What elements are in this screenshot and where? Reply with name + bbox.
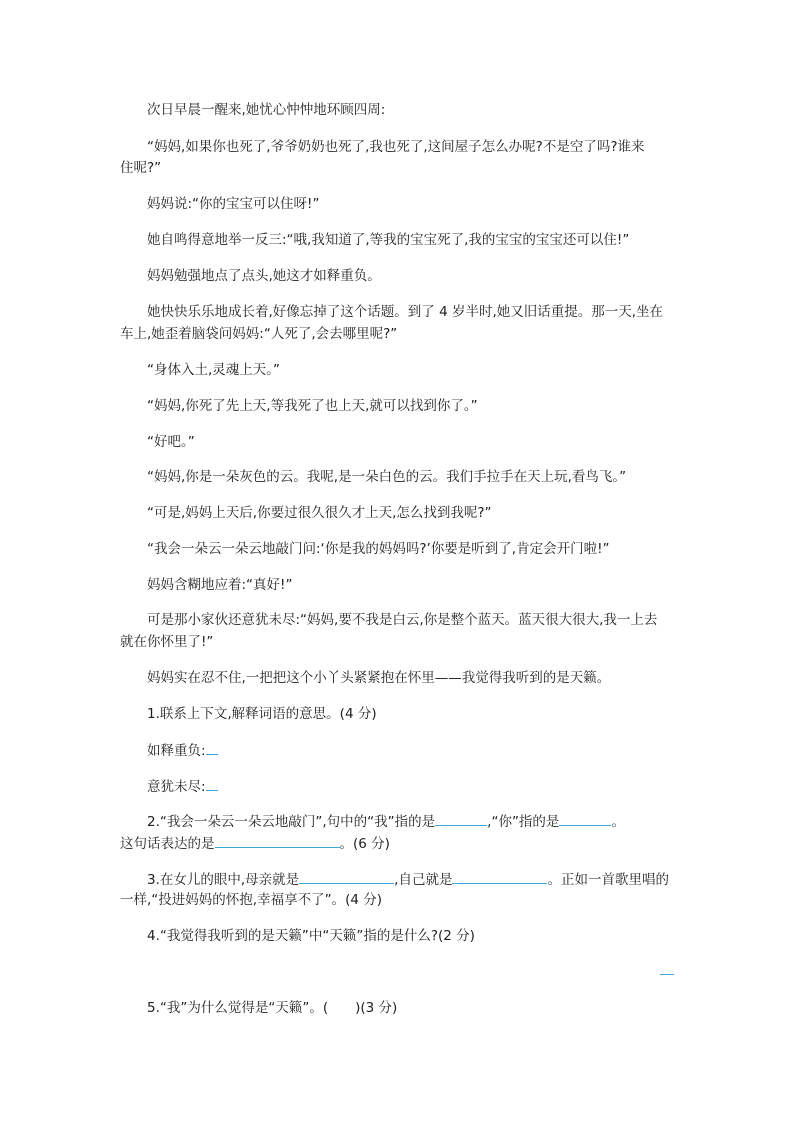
answer-blank-2b[interactable]: [559, 811, 611, 826]
question-3-text-2: ,自己就是: [394, 872, 453, 888]
question-1b-label: 意犹未尽:: [147, 779, 206, 795]
answer-blank-1b[interactable]: [206, 776, 218, 791]
question-1a: [147, 740, 677, 761]
answer-blank-3b[interactable]: [452, 869, 547, 884]
story-paragraph-7: “身体入土,灵魂上天。”: [147, 362, 281, 378]
story-paragraph-9: “好吧。”: [147, 434, 195, 450]
question-2-text-5: 。(6 分): [339, 836, 390, 852]
question-3-text-3: 。正如一首歌里唱的: [547, 872, 669, 888]
question-3: [147, 869, 677, 890]
story-paragraph-1: 次日早晨一醒来,她忧心忡忡地环顾四周:: [147, 102, 386, 118]
story-paragraph-14: 可是那小家伙还意犹未尽:“妈妈,要不我是白云,你是整个蓝天。蓝天很大很大,我一上去: [147, 612, 658, 628]
story-paragraph-6-cont: 车上,她歪着脑袋问妈妈:“人死了,会去哪里呢?”: [120, 326, 398, 342]
question-2-line-2: [120, 833, 680, 854]
question-3-text-1: 3.在女儿的眼中,母亲就是: [147, 872, 300, 888]
question-3-line-2: 一样,“投进妈妈的怀抱,幸福享不了”。(4 分): [120, 892, 382, 908]
story-paragraph-3: 妈妈说:“你的宝宝可以住呀!”: [147, 196, 320, 212]
question-1: 1.联系上下文,解释词语的意思。(4 分): [147, 706, 377, 722]
question-2-text-2: ,“你”指的是: [487, 814, 560, 830]
question-2-text-1: 2.“我会一朵云一朵云地敲门”,句中的“我”指的是: [147, 814, 436, 830]
answer-blank-1a[interactable]: [206, 740, 218, 755]
story-paragraph-12: “我会一朵云一朵云地敲门问:‘你是我的妈妈吗?’你要是听到了,肯定会开门啦!”: [147, 541, 610, 557]
story-paragraph-15: 妈妈实在忍不住,一把把这个小丫头紧紧抱在怀里——我觉得我听到的是天籁。: [147, 670, 611, 686]
story-paragraph-2-cont: 住呢?”: [120, 160, 162, 176]
story-paragraph-2: “妈妈,如果你也死了,爷爷奶奶也死了,我也死了,这间屋子怎么办呢?不是空了吗?谁来: [147, 139, 645, 155]
answer-blank-3a[interactable]: [299, 869, 394, 884]
story-paragraph-5: 妈妈勉强地点了点头,她这才如释重负。: [147, 268, 381, 284]
story-paragraph-14-cont: 就在你怀里了!”: [120, 634, 214, 650]
question-2-text-4: 这句话表达的是: [120, 836, 215, 852]
answer-blank-4[interactable]: [660, 972, 674, 975]
question-2: [147, 811, 677, 832]
story-paragraph-6: 她快快乐乐地成长着,好像忘掉了这个话题。到了 4 岁半时,她又旧话重提。那一天,坐在: [147, 304, 664, 320]
story-paragraph-11: “可是,妈妈上天后,你要过很久很久才上天,怎么找到我呢?”: [147, 505, 492, 521]
answer-blank-2a[interactable]: [435, 811, 487, 826]
question-1a-label: 如释重负:: [147, 743, 206, 759]
story-paragraph-4: 她自鸣得意地举一反三:“哦,我知道了,等我的宝宝死了,我的宝宝的宝宝还可以住!”: [147, 232, 630, 248]
answer-blank-2c[interactable]: [215, 833, 340, 848]
question-2-text-3: 。: [611, 814, 625, 830]
question-5: 5.“我”为什么觉得是“天籁”。( )(3 分): [147, 1000, 398, 1016]
story-paragraph-10: “妈妈,你是一朵灰色的云。我呢,是一朵白色的云。我们手拉手在天上玩,看鸟飞。”: [147, 469, 627, 485]
story-paragraph-13: 妈妈含糊地应着:“真好!”: [147, 577, 293, 593]
question-4: 4.“我觉得我听到的是天籁”中“天籁”指的是什么?(2 分): [147, 928, 475, 944]
question-1b: [147, 776, 677, 797]
story-paragraph-8: “妈妈,你死了先上天,等我死了也上天,就可以找到你了。”: [147, 398, 478, 414]
